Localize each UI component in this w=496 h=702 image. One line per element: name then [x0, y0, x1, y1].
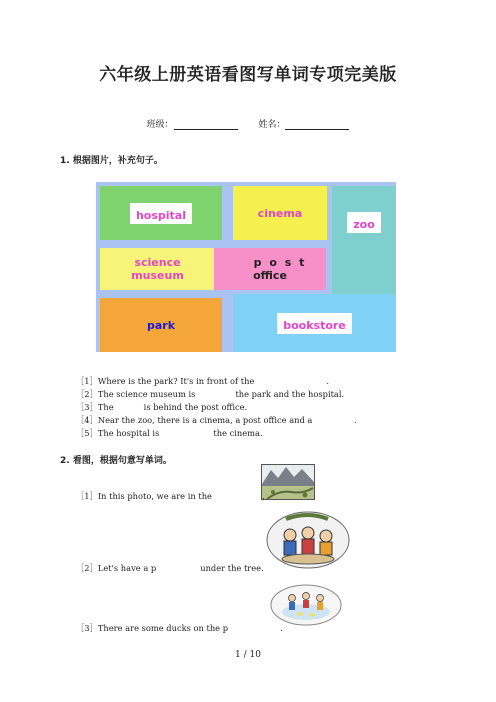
question-text: There are some ducks on the p [97, 623, 229, 633]
post-label: p o s t [253, 256, 307, 269]
question-text: The [97, 402, 114, 412]
s1-question-5 [76, 427, 263, 439]
zoo-block [332, 186, 396, 296]
picnic-picture [266, 511, 350, 569]
s1-question-1 [76, 375, 329, 387]
question-number: ［2］ [76, 563, 98, 573]
museum-label: museum [131, 269, 184, 282]
student-info [0, 117, 496, 130]
zoo-label: zoo [353, 218, 375, 231]
hospital-block [100, 186, 222, 240]
question-number: ［1］ [76, 491, 98, 501]
question-text-end: is behind the post office. [143, 402, 248, 412]
question-text: In this photo, we are in the [97, 491, 212, 501]
science-label: science [134, 256, 181, 269]
page-title: 六年级上册英语看图写单词专项完美版 [99, 65, 397, 85]
cinema-label: cinema [257, 206, 303, 220]
class-label: 班级： [146, 120, 174, 130]
question-text-end: . [280, 623, 283, 633]
question-number: ［3］ [76, 402, 98, 412]
question-text-end: . [261, 491, 265, 501]
section2-heading: 2. 看图，根据句意写单词。 [60, 456, 172, 466]
post-office-block [214, 248, 326, 290]
s1-question-2 [76, 388, 344, 400]
question-number: ［5］ [76, 428, 98, 438]
question-text: The science museum is [97, 389, 196, 399]
question-text-end: . [326, 376, 329, 386]
town-map [96, 182, 396, 352]
s2-question-1 [76, 490, 265, 502]
question-text-end: . [354, 415, 358, 425]
s1-question-4 [76, 414, 357, 426]
question-text: Near the zoo, there is a cinema, a post office and a [97, 415, 313, 425]
countryside-picture [261, 464, 315, 500]
question-text-end: the cinema. [213, 428, 263, 438]
lake-picture [270, 584, 342, 626]
bookstore-label: bookstore [283, 318, 346, 332]
section1-heading: 1. 根据图片，补充句子。 [60, 156, 163, 166]
park-block [100, 298, 222, 352]
page-number: 1 / 10 [235, 650, 261, 660]
class-blank[interactable] [174, 120, 238, 130]
question-number: ［4］ [76, 415, 98, 425]
question-text-end: under the tree. [200, 563, 264, 573]
office-label: office [253, 269, 287, 282]
question-number: ［2］ [76, 389, 98, 399]
s2-question-3 [76, 622, 283, 634]
hospital-label: hospital [135, 208, 187, 222]
s1-question-3 [76, 401, 247, 413]
science-museum-block [100, 248, 215, 290]
question-text-end: the park and the hospital. [235, 389, 345, 399]
name-label: 姓名： [258, 120, 286, 130]
park-label: park [146, 318, 176, 332]
question-number: ［3］ [76, 623, 98, 633]
cinema-block [233, 186, 327, 240]
name-blank[interactable] [285, 120, 349, 130]
s2-question-2 [76, 562, 264, 574]
question-text: The hospital is [97, 428, 160, 438]
question-number: ［1］ [76, 376, 98, 386]
question-text: Let's have a p [97, 563, 157, 573]
bookstore-block [233, 294, 396, 352]
question-text: Where is the park? It's in front of the [97, 376, 255, 386]
